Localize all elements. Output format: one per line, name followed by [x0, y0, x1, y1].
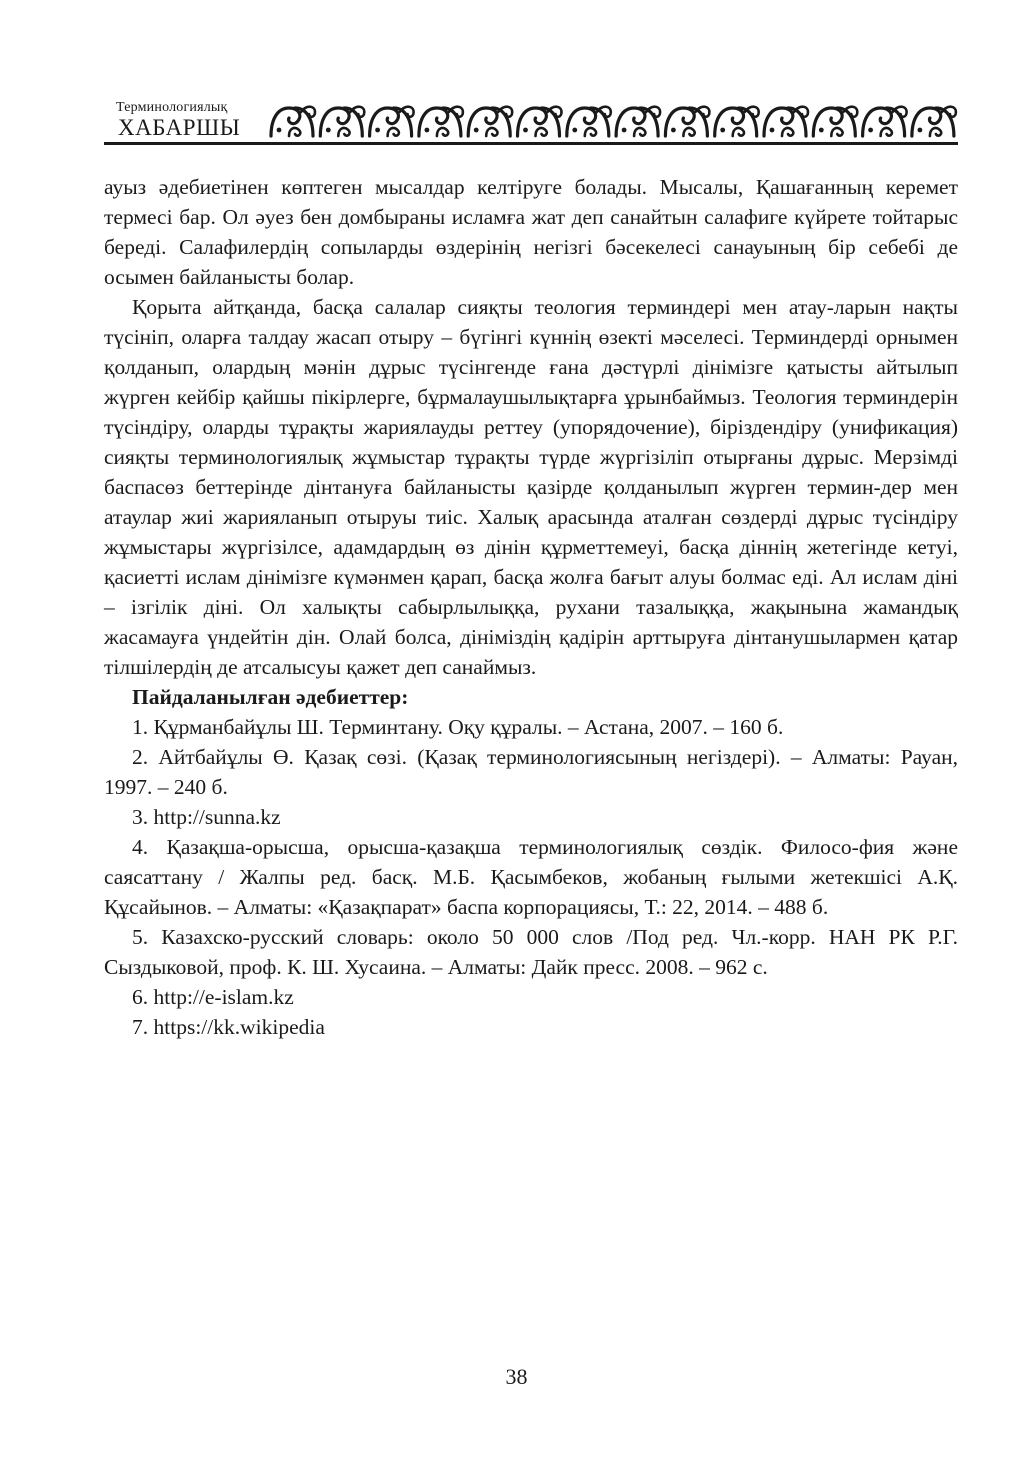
header-rule [104, 142, 958, 145]
page-number: 38 [505, 1364, 528, 1389]
reference-item: 3. http://sunna.kz [132, 805, 281, 829]
paragraph-continued: ауыз әдебиетінен көптеген мысалдар келтіруге болады. Мысалы, Қашағанның керемет термесі бар. Ол әуез бен домбыраны исламға жат деп санайтын салафиге күйрете тойтарыс береді. Салафилердің сопыларды өздерінің негізгі бәсекелесі санауының бір себебі де осымен байланысты болар. [104, 175, 958, 289]
reference-item: 1. Құрманбайұлы Ш. Терминтану. Оқу құралы. – Астана, 2007. – 160 б. [132, 715, 784, 739]
reference-item: 6. http://e-islam.kz [132, 985, 294, 1009]
reference-item: 2. Айтбайұлы Ө. Қазақ сөзі. (Қазақ терминологиясының негіздері). – Алматы: Рауан, 1997. – 240 б. [104, 745, 958, 799]
paragraph-conclusion: Қорыта айтқанда, басқа салалар сияқты теология терминдері мен атау-ларын нақты түсініп, оларға талдау жасап отыру – бүгінгі күннің өзекті мәселесі. Терминдерді орнымен қолданып, олардың мәнін дұрыс түсінгенде ғана дәстүрлі дінімізге қатысты айтылып жүрген кейбір қайшы пікірлерге, бұрмалаушылықтарға ұрынбаймыз. Теология терминдерін түсіндіру, оларды тұрақты жариялауды реттеу (упорядочение), біріздендіру (унификация) сияқты терминологиялық жұмыстар тұрақты түрде жүргізіліп отырғаны дұрыс. Мерзімді баспасөз беттерінде дінтануға байланысты қазірде қолданылып жүрген термин-дер мен атаулар жиі жарияланып отыруы тиіс. Халық арасында аталған сөздерді дұрыс түсіндіру жұмыстары жүргізілсе, адамдардың өз дінін құрметтемеуі, басқа діннің жетегінде кетуі, қасиетті ислам дінімізге күмәнмен қарап, басқа жолға бағыт алуы болмас еді. Ал ислам діні – ізгілік діні. Ол халықты сабырлылыққа, рухани тазалыққа, жақынына жамандық жасамауға үндейтін дін. Олай болса, дініміздің қадірін арттыруға дінтанушылармен қатар тілшілердің де атсалысуы қажет деп санаймыз. [104, 295, 958, 679]
running-header [104, 98, 958, 148]
journal-title-small: Терминологиялық [116, 100, 228, 115]
page-body [104, 172, 958, 1042]
journal-title-big: ХАБАРШЫ [118, 115, 241, 140]
reference-item: 7. https://kk.wikipedia [132, 1015, 325, 1039]
reference-item: 4. Қазақша-орысша, орысша-қазақша терминологиялық сөздік. Филосо-фия және саясаттану / Жалпы ред. басқ. М.Б. Қасымбеков, жобаның ғылыми жетекшісі А.Қ. Құсайынов. – Алматы: «Қазақпарат» баспа корпорациясы, Т.: 22, 2014. – 488 б. [104, 835, 958, 919]
reference-item: 5. Казахско-русский словарь: около 50 000 слов /Под ред. Чл.-корр. НАН РК Р.Г. Сыздыковой, проф. К. Ш. Хусаина. – Алматы: Дайк пресс. 2008. – 962 с. [104, 925, 958, 979]
kazakh-ornament-icon [267, 100, 958, 140]
references-heading: Пайдаланылған әдебиеттер: [132, 685, 409, 709]
